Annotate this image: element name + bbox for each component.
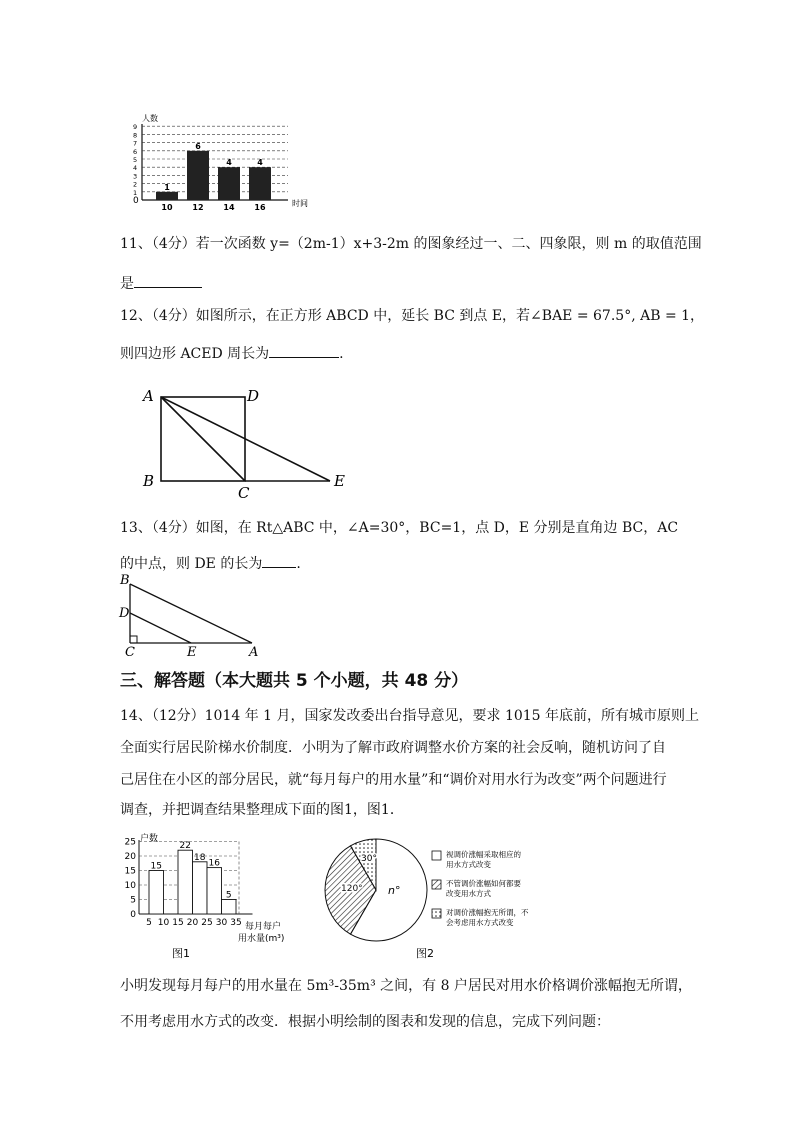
chart1-y-tick: 6 bbox=[133, 147, 138, 156]
fig1-bar bbox=[193, 862, 208, 914]
q11-line2: 是 bbox=[120, 276, 134, 292]
legend-swatch-plain bbox=[432, 851, 441, 860]
fig1-y-axis-label: 户数 bbox=[140, 834, 159, 844]
legend-3-line2: 会考虑用水方式改变 bbox=[446, 918, 514, 927]
fig1-x-tick: 30 bbox=[215, 918, 228, 928]
fig1-bar bbox=[149, 871, 164, 915]
q14-line3: 己居住在小区的部分居民，就“每月每户的用水量”和“调价对用水行为改变”两个问题进行 bbox=[120, 772, 667, 788]
q12-text: 12、（4分）如图所示，在正方形 ABCD 中，延长 BC 到点 E，若∠BAE = 67.5°, AB = 1， bbox=[120, 308, 705, 324]
fig1-bar-label: 16 bbox=[208, 858, 220, 869]
chart1-y-tick: 5 bbox=[133, 156, 138, 164]
legend-1-line2: 用水方式改变 bbox=[446, 860, 491, 869]
question-13-line2: 的中点，则 DE 的长为 . bbox=[120, 552, 301, 574]
fig1-x-tick: 25 bbox=[201, 918, 213, 928]
point-e-label: E bbox=[334, 472, 345, 490]
q13-text: 13、（4分）如图，在 Rt△ABC 中，∠A=30°，BC=1，点 D，E 分别是直角边 BC，AC bbox=[120, 520, 679, 536]
fig1-x-label-1: 每月每户 bbox=[245, 922, 282, 932]
chart1-bar-label: 4 bbox=[257, 158, 263, 168]
chart1-x-tick: 14 bbox=[223, 203, 235, 212]
fig1-x-tick: 5 bbox=[146, 918, 152, 928]
question-11 bbox=[120, 234, 702, 254]
legend-3-line1: 对调价涨幅抱无所谓，不 bbox=[446, 908, 529, 917]
fig1-x-tick: 20 bbox=[186, 918, 199, 928]
chart-y-axis-label: 人数 bbox=[142, 114, 158, 123]
q13-line2: 的中点，则 DE 的长为 bbox=[120, 556, 263, 572]
chart1-y-tick: 3 bbox=[133, 172, 138, 181]
q14-line5: 小明发现每月每户的用水量在 5m³-35m³ 之间，有 8 户居民对用水价格调价涨幅抱无所谓， bbox=[120, 978, 692, 994]
tri-point-d: D bbox=[119, 606, 130, 621]
fig1-bar-label: 15 bbox=[150, 861, 162, 872]
chart1-bar bbox=[218, 167, 240, 200]
fig2-title: 图2 bbox=[416, 947, 434, 960]
chart1-y-tick: 8 bbox=[133, 131, 138, 140]
tri-point-c: C bbox=[125, 645, 135, 658]
q13-answer-blank[interactable] bbox=[262, 552, 296, 568]
pie-label-30: 30° bbox=[361, 854, 377, 864]
fig1-title: 图1 bbox=[172, 947, 190, 960]
legend-swatch-dotted bbox=[432, 909, 441, 918]
question-13 bbox=[120, 518, 678, 538]
fig1-bar bbox=[178, 850, 193, 914]
tri-point-e: E bbox=[187, 645, 197, 658]
point-c-label: C bbox=[238, 484, 250, 502]
chart1-bar bbox=[156, 192, 178, 200]
fig1-bar-label: 22 bbox=[179, 841, 191, 852]
chart1-bar bbox=[187, 151, 209, 200]
fig1-bar bbox=[222, 900, 237, 915]
tri-point-b: B bbox=[120, 573, 130, 588]
legend-1-line1: 视调价涨幅采取相应的 bbox=[446, 850, 521, 859]
legend-2-line1: 不管调价涨幅如何都要 bbox=[446, 879, 521, 888]
q14-line4: 调查，并把调查结果整理成下面的图1，图1． bbox=[120, 802, 404, 818]
question-12-line2: 则四边形 ACED 周长为 . bbox=[120, 342, 344, 364]
fig1-y-tick: 25 bbox=[124, 837, 136, 848]
pie-label-120: 120° bbox=[341, 884, 363, 894]
fig1-x-tick: 15 bbox=[172, 918, 184, 928]
q11-answer-blank[interactable] bbox=[134, 272, 202, 288]
chart1-bar-label: 6 bbox=[195, 141, 201, 151]
point-b-label: B bbox=[143, 472, 155, 490]
section-3-heading: 三、解答题（本大题共 5 个小题，共 48 分） bbox=[120, 671, 469, 691]
chart-x-axis-label: 时间 bbox=[292, 199, 308, 208]
fig2-attitude-pie-chart bbox=[318, 830, 550, 960]
chart1-x-tick: 10 bbox=[161, 203, 173, 212]
square-abcd-figure bbox=[138, 385, 358, 503]
legend-2-line2: 改变用水方式 bbox=[446, 889, 491, 898]
chart1-bar-label: 1 bbox=[164, 182, 170, 192]
question-12 bbox=[120, 306, 704, 326]
right-triangle-abc-figure bbox=[115, 572, 265, 658]
chart1-bar bbox=[249, 167, 271, 200]
tri-point-a: A bbox=[249, 645, 259, 658]
q14-line2: 全面实行居民阶梯水价制度．小明为了解市政府调整水价方案的社会反响，随机访问了自 bbox=[120, 740, 666, 756]
q14-line6: 不用考虑用水方式的改变．根据小明绘制的图表和发现的信息，完成下列问题： bbox=[120, 1014, 610, 1030]
point-a-label: A bbox=[143, 387, 154, 405]
fig1-y-tick: 0 bbox=[130, 910, 136, 920]
chart1-y-tick: 1 bbox=[133, 188, 138, 197]
chart1-bar-label: 4 bbox=[226, 158, 232, 168]
legend-swatch-hatched bbox=[432, 880, 441, 889]
chart1-y-tick: 9 bbox=[133, 123, 138, 132]
question-11-line2 bbox=[120, 272, 202, 294]
fig1-x-label-2: 用水量(m³) bbox=[238, 934, 285, 944]
fig1-y-tick: 15 bbox=[124, 866, 136, 877]
fig1-y-tick: 20 bbox=[124, 852, 136, 862]
people-time-bar-chart bbox=[120, 112, 310, 212]
chart1-y-tick: 7 bbox=[133, 139, 138, 148]
chart1-x-tick: 16 bbox=[254, 203, 266, 212]
q12-line2: 则四边形 ACED 周长为 bbox=[120, 346, 270, 362]
q12-answer-blank[interactable] bbox=[269, 342, 339, 358]
chart1-y-tick: 0 bbox=[133, 196, 139, 206]
pie-label-n: n° bbox=[388, 884, 401, 897]
fig1-bar-label: 18 bbox=[194, 852, 206, 863]
fig1-x-tick: 35 bbox=[230, 918, 242, 928]
fig1-x-tick: 10 bbox=[157, 918, 170, 928]
fig1-water-usage-histogram bbox=[120, 830, 320, 960]
fig1-y-tick: 10 bbox=[124, 881, 136, 891]
q14-line1: 14、（12分）1014 年 1 月，国家发改委出台指导意见，要求 1015 年底前，所有城市原则上 bbox=[120, 708, 700, 724]
q11-text: 11、（4分）若一次函数 y=（2m-1）x+3-2m 的图象经过一、二、四象限，则 m 的取值范围 bbox=[120, 236, 702, 252]
fig1-y-tick: 5 bbox=[130, 895, 136, 906]
fig1-bar-label: 5 bbox=[225, 890, 232, 901]
chart1-y-tick: 2 bbox=[133, 180, 138, 189]
fig1-bar bbox=[207, 868, 222, 914]
point-d-label: D bbox=[247, 387, 260, 405]
chart1-x-tick: 12 bbox=[192, 203, 204, 212]
chart1-y-tick: 4 bbox=[133, 164, 138, 173]
